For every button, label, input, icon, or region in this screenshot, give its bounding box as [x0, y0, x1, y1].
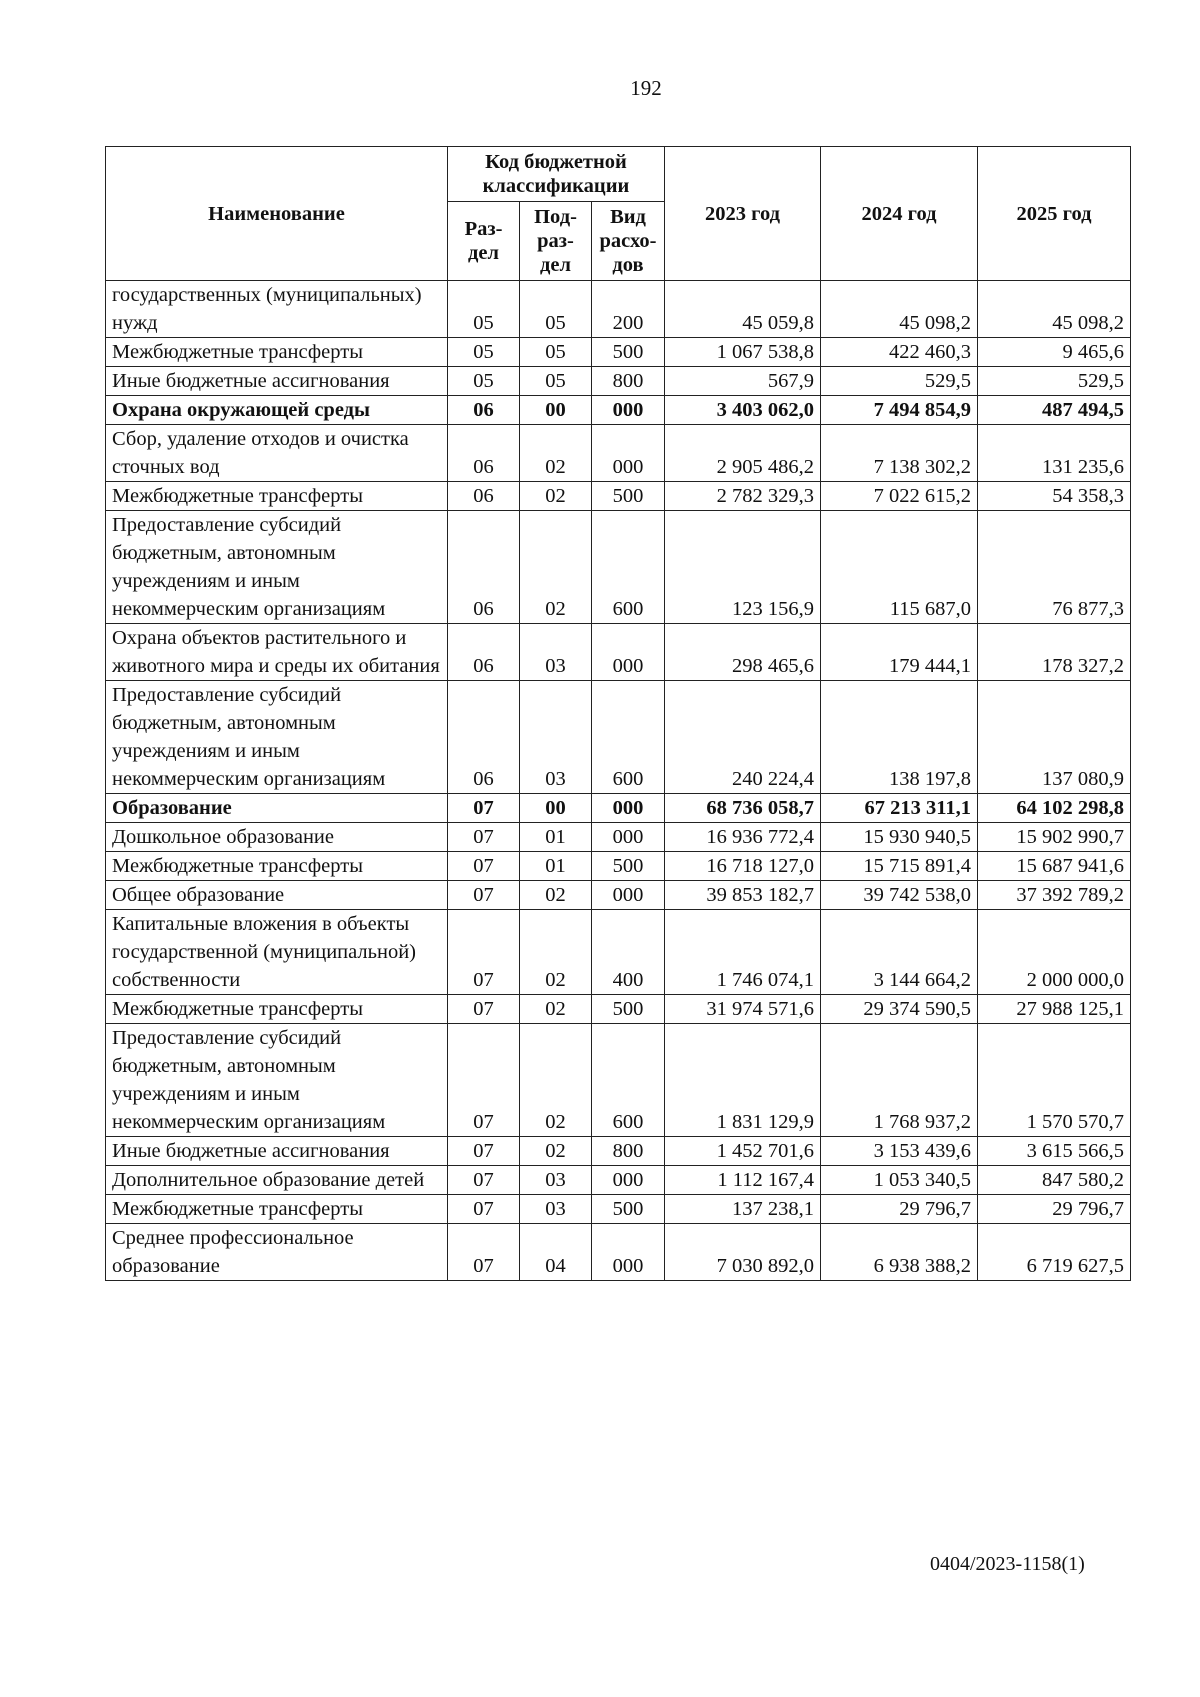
row-value-2025: 29 796,7 — [978, 1195, 1131, 1224]
row-value-2024: 15 715 891,4 — [821, 852, 978, 881]
row-razdel: 07 — [448, 995, 520, 1024]
row-name: Межбюджетные трансферты — [106, 1195, 448, 1224]
row-value-2023: 1 067 538,8 — [665, 338, 821, 367]
header-name: Наименование — [106, 147, 448, 281]
row-value-2024: 45 098,2 — [821, 281, 978, 338]
row-vid: 000 — [592, 881, 665, 910]
row-value-2023: 2 782 329,3 — [665, 482, 821, 511]
row-name: Иные бюджетные ассигнования — [106, 1137, 448, 1166]
row-value-2025: 137 080,9 — [978, 681, 1131, 794]
table-row — [106, 396, 1131, 425]
table-row — [106, 852, 1131, 881]
page-number: 192 — [630, 76, 662, 100]
row-value-2024: 3 153 439,6 — [821, 1137, 978, 1166]
row-value-2025: 1 570 570,7 — [978, 1024, 1131, 1137]
row-razdel: 07 — [448, 1166, 520, 1195]
row-razdel: 05 — [448, 281, 520, 338]
row-podrazdel: 03 — [520, 624, 592, 681]
row-name: Среднее профессиональное образование — [106, 1224, 448, 1281]
row-value-2025: 2 000 000,0 — [978, 910, 1131, 995]
row-podrazdel: 01 — [520, 852, 592, 881]
row-value-2024: 1 053 340,5 — [821, 1166, 978, 1195]
row-razdel: 07 — [448, 823, 520, 852]
row-name: государственных (муниципальных) нужд — [106, 281, 448, 338]
row-value-2025: 178 327,2 — [978, 624, 1131, 681]
row-vid: 600 — [592, 511, 665, 624]
row-name: Охрана окружающей среды — [106, 396, 448, 425]
row-value-2024: 7 138 302,2 — [821, 425, 978, 482]
row-vid: 200 — [592, 281, 665, 338]
table-body — [106, 281, 1131, 1281]
table-row — [106, 681, 1131, 794]
row-name: Общее образование — [106, 881, 448, 910]
row-vid: 000 — [592, 1224, 665, 1281]
table-row — [106, 794, 1131, 823]
row-podrazdel: 02 — [520, 881, 592, 910]
header-2025: 2025 год — [978, 147, 1131, 281]
table-row — [106, 1137, 1131, 1166]
row-podrazdel: 02 — [520, 482, 592, 511]
row-vid: 000 — [592, 1166, 665, 1195]
row-podrazdel: 00 — [520, 794, 592, 823]
row-podrazdel: 02 — [520, 995, 592, 1024]
row-value-2025: 487 494,5 — [978, 396, 1131, 425]
row-value-2023: 298 465,6 — [665, 624, 821, 681]
row-value-2024: 3 144 664,2 — [821, 910, 978, 995]
row-vid: 500 — [592, 338, 665, 367]
row-value-2025: 54 358,3 — [978, 482, 1131, 511]
row-podrazdel: 02 — [520, 1137, 592, 1166]
row-podrazdel: 05 — [520, 281, 592, 338]
row-name: Иные бюджетные ассигнования — [106, 367, 448, 396]
header-2024: 2024 год — [821, 147, 978, 281]
row-value-2024: 6 938 388,2 — [821, 1224, 978, 1281]
row-name: Межбюджетные трансферты — [106, 338, 448, 367]
row-name: Капитальные вложения в объекты государственной (муниципальной) собственности — [106, 910, 448, 995]
row-value-2025: 6 719 627,5 — [978, 1224, 1131, 1281]
header-2023: 2023 год — [665, 147, 821, 281]
row-razdel: 07 — [448, 794, 520, 823]
row-razdel: 05 — [448, 338, 520, 367]
row-podrazdel: 00 — [520, 396, 592, 425]
row-name: Межбюджетные трансферты — [106, 482, 448, 511]
row-vid: 800 — [592, 367, 665, 396]
row-value-2023: 16 718 127,0 — [665, 852, 821, 881]
row-value-2025: 131 235,6 — [978, 425, 1131, 482]
row-podrazdel: 05 — [520, 338, 592, 367]
row-podrazdel: 01 — [520, 823, 592, 852]
row-podrazdel: 02 — [520, 425, 592, 482]
row-value-2023: 3 403 062,0 — [665, 396, 821, 425]
row-value-2024: 422 460,3 — [821, 338, 978, 367]
row-value-2023: 31 974 571,6 — [665, 995, 821, 1024]
row-razdel: 07 — [448, 852, 520, 881]
row-value-2025: 76 877,3 — [978, 511, 1131, 624]
row-value-2024: 7 022 615,2 — [821, 482, 978, 511]
table-row — [106, 425, 1131, 482]
table-row — [106, 1195, 1131, 1224]
row-value-2025: 45 098,2 — [978, 281, 1131, 338]
header-podrazdel: Под-раз-дел — [520, 202, 592, 281]
row-value-2023: 45 059,8 — [665, 281, 821, 338]
row-razdel: 07 — [448, 1195, 520, 1224]
row-value-2023: 2 905 486,2 — [665, 425, 821, 482]
table-header — [106, 147, 1131, 281]
row-value-2023: 1 112 167,4 — [665, 1166, 821, 1195]
row-razdel: 07 — [448, 881, 520, 910]
header-vid: Вид расхо-дов — [592, 202, 665, 281]
table-row — [106, 823, 1131, 852]
table-row — [106, 511, 1131, 624]
row-value-2023: 7 030 892,0 — [665, 1224, 821, 1281]
table-row — [106, 281, 1131, 338]
row-vid: 800 — [592, 1137, 665, 1166]
row-razdel: 06 — [448, 425, 520, 482]
row-vid: 500 — [592, 995, 665, 1024]
row-vid: 500 — [592, 1195, 665, 1224]
row-vid: 600 — [592, 1024, 665, 1137]
row-value-2024: 7 494 854,9 — [821, 396, 978, 425]
row-value-2023: 1 831 129,9 — [665, 1024, 821, 1137]
table-row — [106, 367, 1131, 396]
row-value-2023: 137 238,1 — [665, 1195, 821, 1224]
row-razdel: 06 — [448, 624, 520, 681]
row-value-2024: 29 796,7 — [821, 1195, 978, 1224]
row-value-2024: 115 687,0 — [821, 511, 978, 624]
table-row — [106, 624, 1131, 681]
row-value-2025: 37 392 789,2 — [978, 881, 1131, 910]
row-value-2024: 15 930 940,5 — [821, 823, 978, 852]
table-row — [106, 881, 1131, 910]
row-value-2023: 240 224,4 — [665, 681, 821, 794]
table-row — [106, 1166, 1131, 1195]
row-value-2025: 847 580,2 — [978, 1166, 1131, 1195]
row-value-2024: 1 768 937,2 — [821, 1024, 978, 1137]
row-vid: 500 — [592, 852, 665, 881]
row-razdel: 07 — [448, 910, 520, 995]
row-value-2024: 39 742 538,0 — [821, 881, 978, 910]
row-value-2023: 123 156,9 — [665, 511, 821, 624]
row-value-2025: 15 687 941,6 — [978, 852, 1131, 881]
row-value-2025: 15 902 990,7 — [978, 823, 1131, 852]
row-podrazdel: 02 — [520, 511, 592, 624]
row-razdel: 07 — [448, 1024, 520, 1137]
row-podrazdel: 05 — [520, 367, 592, 396]
row-name: Дошкольное образование — [106, 823, 448, 852]
row-vid: 500 — [592, 482, 665, 511]
row-value-2023: 68 736 058,7 — [665, 794, 821, 823]
row-name: Межбюджетные трансферты — [106, 852, 448, 881]
row-name: Дополнительное образование детей — [106, 1166, 448, 1195]
row-value-2024: 179 444,1 — [821, 624, 978, 681]
row-vid: 000 — [592, 823, 665, 852]
row-vid: 000 — [592, 396, 665, 425]
row-name: Сбор, удаление отходов и очистка сточных вод — [106, 425, 448, 482]
row-value-2024: 29 374 590,5 — [821, 995, 978, 1024]
row-value-2023: 1 746 074,1 — [665, 910, 821, 995]
row-podrazdel: 04 — [520, 1224, 592, 1281]
row-razdel: 06 — [448, 511, 520, 624]
row-value-2025: 27 988 125,1 — [978, 995, 1131, 1024]
row-name: Предоставление субсидий бюджетным, автономным учреждениям и иным некоммерческим организациям — [106, 1024, 448, 1137]
row-name: Предоставление субсидий бюджетным, автономным учреждениям и иным некоммерческим организациям — [106, 681, 448, 794]
row-podrazdel: 03 — [520, 1195, 592, 1224]
table-row — [106, 482, 1131, 511]
row-vid: 400 — [592, 910, 665, 995]
row-razdel: 06 — [448, 396, 520, 425]
row-razdel: 05 — [448, 367, 520, 396]
row-name: Межбюджетные трансферты — [106, 995, 448, 1024]
row-name: Образование — [106, 794, 448, 823]
row-value-2025: 3 615 566,5 — [978, 1137, 1131, 1166]
table-row — [106, 1024, 1131, 1137]
row-vid: 000 — [592, 794, 665, 823]
row-value-2024: 67 213 311,1 — [821, 794, 978, 823]
row-razdel: 06 — [448, 482, 520, 511]
row-value-2023: 39 853 182,7 — [665, 881, 821, 910]
row-podrazdel: 02 — [520, 1024, 592, 1137]
table-row — [106, 1224, 1131, 1281]
row-value-2023: 567,9 — [665, 367, 821, 396]
header-razdel: Раз-дел — [448, 202, 520, 281]
row-podrazdel: 02 — [520, 910, 592, 995]
row-value-2023: 1 452 701,6 — [665, 1137, 821, 1166]
row-value-2025: 529,5 — [978, 367, 1131, 396]
row-value-2024: 529,5 — [821, 367, 978, 396]
table-row — [106, 338, 1131, 367]
row-value-2025: 9 465,6 — [978, 338, 1131, 367]
row-vid: 000 — [592, 425, 665, 482]
row-vid: 000 — [592, 624, 665, 681]
row-razdel: 07 — [448, 1224, 520, 1281]
row-value-2023: 16 936 772,4 — [665, 823, 821, 852]
row-name: Охрана объектов растительного и животного мира и среды их обитания — [106, 624, 448, 681]
row-name: Предоставление субсидий бюджетным, автономным учреждениям и иным некоммерческим организациям — [106, 511, 448, 624]
row-podrazdel: 03 — [520, 681, 592, 794]
budget-table — [105, 146, 1131, 1281]
row-podrazdel: 03 — [520, 1166, 592, 1195]
table-row — [106, 910, 1131, 995]
row-value-2025: 64 102 298,8 — [978, 794, 1131, 823]
header-code-group: Код бюджетной классификации — [448, 147, 665, 202]
row-razdel: 06 — [448, 681, 520, 794]
table-row — [106, 995, 1131, 1024]
row-value-2024: 138 197,8 — [821, 681, 978, 794]
row-vid: 600 — [592, 681, 665, 794]
row-razdel: 07 — [448, 1137, 520, 1166]
document-code: 0404/2023-1158(1) — [930, 1553, 1085, 1575]
